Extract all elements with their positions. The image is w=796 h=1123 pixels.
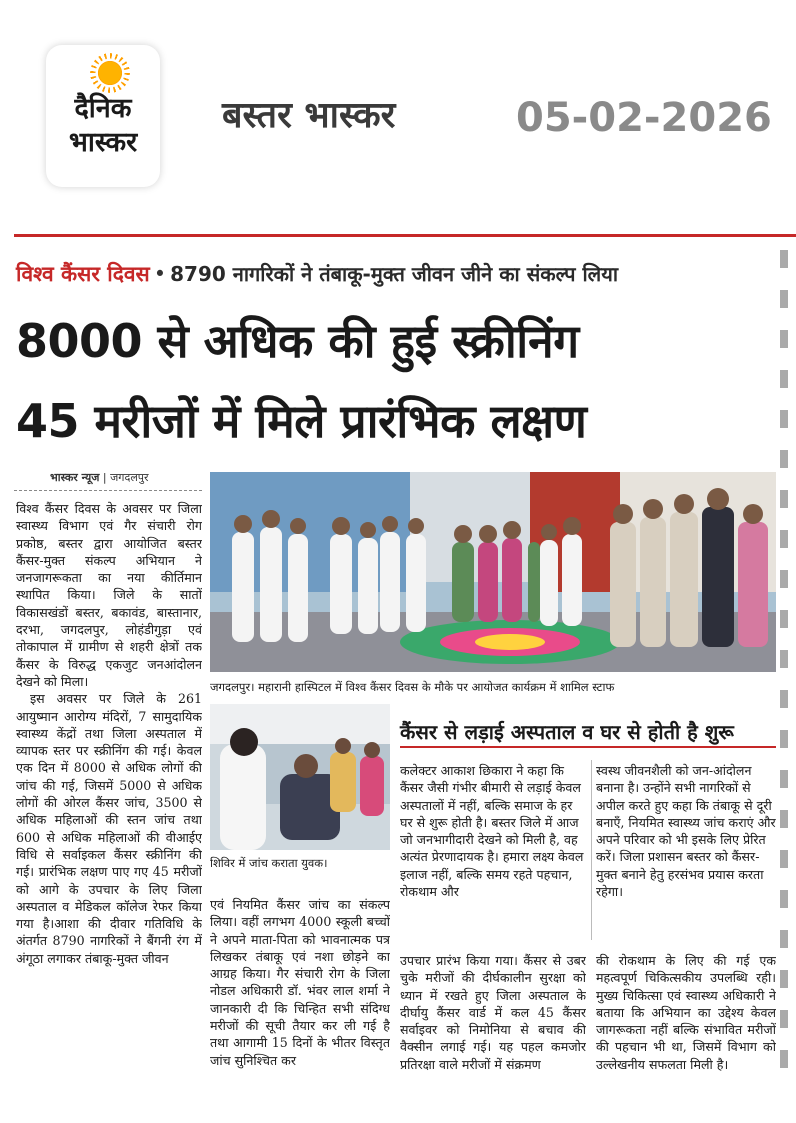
main-photo bbox=[210, 472, 776, 672]
sub-article-column-1: कलेक्टर आकाश छिकारा ने कहा कि कैंसर जैसी गंभीर बीमारी से लड़ाई केवल अस्पतालों में नहीं, बल्कि समाज के हर घर से शुरू होती है। बस्तर जिले में आज जो जनभागीदारी देखने को मिली है, वह अत्यंत प्रेरणादायक है। हमारा लक्ष्य केवल इलाज नहीं, बल्कि समय रहते पहचान, रोकथाम और bbox=[400, 763, 584, 900]
article-column-left bbox=[16, 500, 202, 1110]
kicker-subtitle: 8790 नागरिकों ने तंबाकू-मुक्त जीवन जीने का संकल्प लिया bbox=[170, 262, 618, 286]
screening-photo-caption: शिविर में जांच कराता युवक। bbox=[210, 856, 328, 870]
screening-photo bbox=[210, 704, 390, 850]
article-column-mid2: उपचार प्रारंभ किया गया। कैंसर से उबर चुके मरीजों की दीर्घकालीन सुरक्षा को ध्यान में रखते हुए जिला अस्पताल के दीर्घायु कैंसर वार्ड में कल 45 कैंसर सर्वाइवर को निमोनिया से बचाव की वैक्सीन लगाई गई। यह पहल कमजोर प्रतिरक्षा वाले मरीजों में संक्रमण bbox=[400, 953, 586, 1072]
headline-line1: 8000 से अधिक की हुई स्क्रीनिंग bbox=[16, 314, 579, 368]
byline-source: भास्कर न्यूज bbox=[50, 471, 100, 484]
article-column-mid1: एवं नियमित कैंसर जांच का संकल्प लिया। वहीं लगभग 4000 स्कूली बच्चों ने अपने माता-पिता को भावनात्मक पत्र लिखकर तंबाकू एवं नशा छोड़ने का आग्रह किया। गैर संचारी रोग के जिला नोडल अधिकारी डॉ. भंवर लाल शर्मा ने जानकारी दी कि चिन्हित सभी संदिग्ध मरीजों की सूची तैयार कर ली गई है तथा आगामी 15 दिनों के भीतर विस्तृत जांच सुनिश्चित कर bbox=[210, 897, 390, 1068]
logo-text-line2: भास्कर bbox=[68, 127, 138, 158]
byline: भास्कर न्यूज | जगदलपुर bbox=[50, 471, 149, 484]
sub-article-column-2: स्वस्थ जीवनशैली को जन-आंदोलन बनाना है। उन्होंने सभी नागरिकों से अपील करते हुए कहा कि तंबाकू से दूरी बनाएँ, नियमित स्वास्थ्य जांच कराएं और अपने परिवार को भी इसके लिए प्रेरित करें। जिला प्रशासन बस्तर को कैंसर-मुक्त बनाने हेतु हरसंभव प्रयास करता रहेगा। bbox=[596, 763, 776, 900]
column-divider bbox=[591, 760, 592, 940]
byline-place: जगदलपुर bbox=[110, 471, 149, 484]
sub-headline-divider bbox=[400, 746, 776, 748]
edition-date: 05-02-2026 bbox=[516, 95, 772, 141]
headline-line2: 45 मरीजों में मिले प्रारंभिक लक्षण bbox=[16, 394, 587, 448]
kicker-bullet: • bbox=[153, 262, 167, 286]
kicker-tag: विश्व कैंसर दिवस bbox=[16, 262, 150, 286]
article-column-mid3: की रोकथाम के लिए की गई एक महत्वपूर्ण चिकित्सकीय उपलब्धि रही। मुख्य चिकित्सा एवं स्वास्थ्य अधिकारी ने बताया कि अभियान का उद्देश्य केवल जागरूकता नहीं बल्कि संभावित मरीजों की पहचान भी था, जिसमें विभाग को उल्लेखनीय सफलता मिली है। bbox=[596, 953, 776, 1072]
paragraph: इस अवसर पर जिले के 261 आयुष्मान आरोग्य मंदिरों, 7 सामुदायिक स्वास्थ्य केंद्रों तथा जिला अस्पताल में व्यापक स्तर पर स्क्रीनिंग की गई। केवल एक दिन में 8000 से अधिक लोगों की जांच की गई, जिसमें 5000 से अधिक लोगों की ओरल कैंसर जांच, 3500 से अधिक महिलाओं की स्तन जांच तथा 600 से अधिक महिलाओं की वीआईए विधि से सर्वाइकल कैंसर स्क्रीनिंग की गई। प्रारंभिक लक्षण पाए गए 45 मरीजों को आगे के उपचार के लिए जिला अस्पताल व मेडिकल कॉलेज रेफर किया गया है।आशा की दीवार गतिविधि के अंतर्गत 8790 नागरिकों ने बैंगनी रंग में अंगूठा लगाकर तंबाकू-मुक्त जीवन bbox=[16, 691, 202, 966]
screening-photo-illustration bbox=[210, 704, 390, 850]
article-kicker bbox=[16, 258, 618, 290]
group-photo-illustration bbox=[210, 472, 776, 672]
edition-title: बस्तर भास्कर bbox=[222, 95, 396, 136]
byline-divider bbox=[14, 490, 202, 491]
header-divider bbox=[14, 234, 796, 237]
paragraph: विश्व कैंसर दिवस के अवसर पर जिला स्वास्थ्य विभाग एवं गैर संचारी रोग प्रकोष्ठ, बस्तर द्वारा आयोजित बस्तर कैंसर-मुक्त संकल्प अभियान ने जनजागरूकता का नया कीर्तिमान स्थापित किया। जिले के सातों विकासखंडों बस्तर, बकावंड, बास्तानार, दरभा, जगदलपुर, लोहंडीगुड़ा एवं तोकापाल में ग्रामीण से शहरी क्षेत्रों तक कैंसर के विरुद्ध एकजुट जनआंदोलन देखने को मिला। bbox=[16, 501, 202, 689]
sun-icon bbox=[96, 59, 124, 87]
sub-headline: कैंसर से लड़ाई अस्पताल व घर से होती है शुरू bbox=[400, 720, 734, 744]
main-photo-caption: जगदलपुर। महारानी हास्पिटल में विश्व कैंसर दिवस के मौके पर आयोजत कार्यक्रम में शामिल स्टाफ bbox=[210, 680, 615, 694]
app-logo[interactable] bbox=[46, 45, 160, 187]
logo-text-line1: दैनिक bbox=[74, 93, 132, 124]
next-column-edge bbox=[780, 250, 796, 1110]
